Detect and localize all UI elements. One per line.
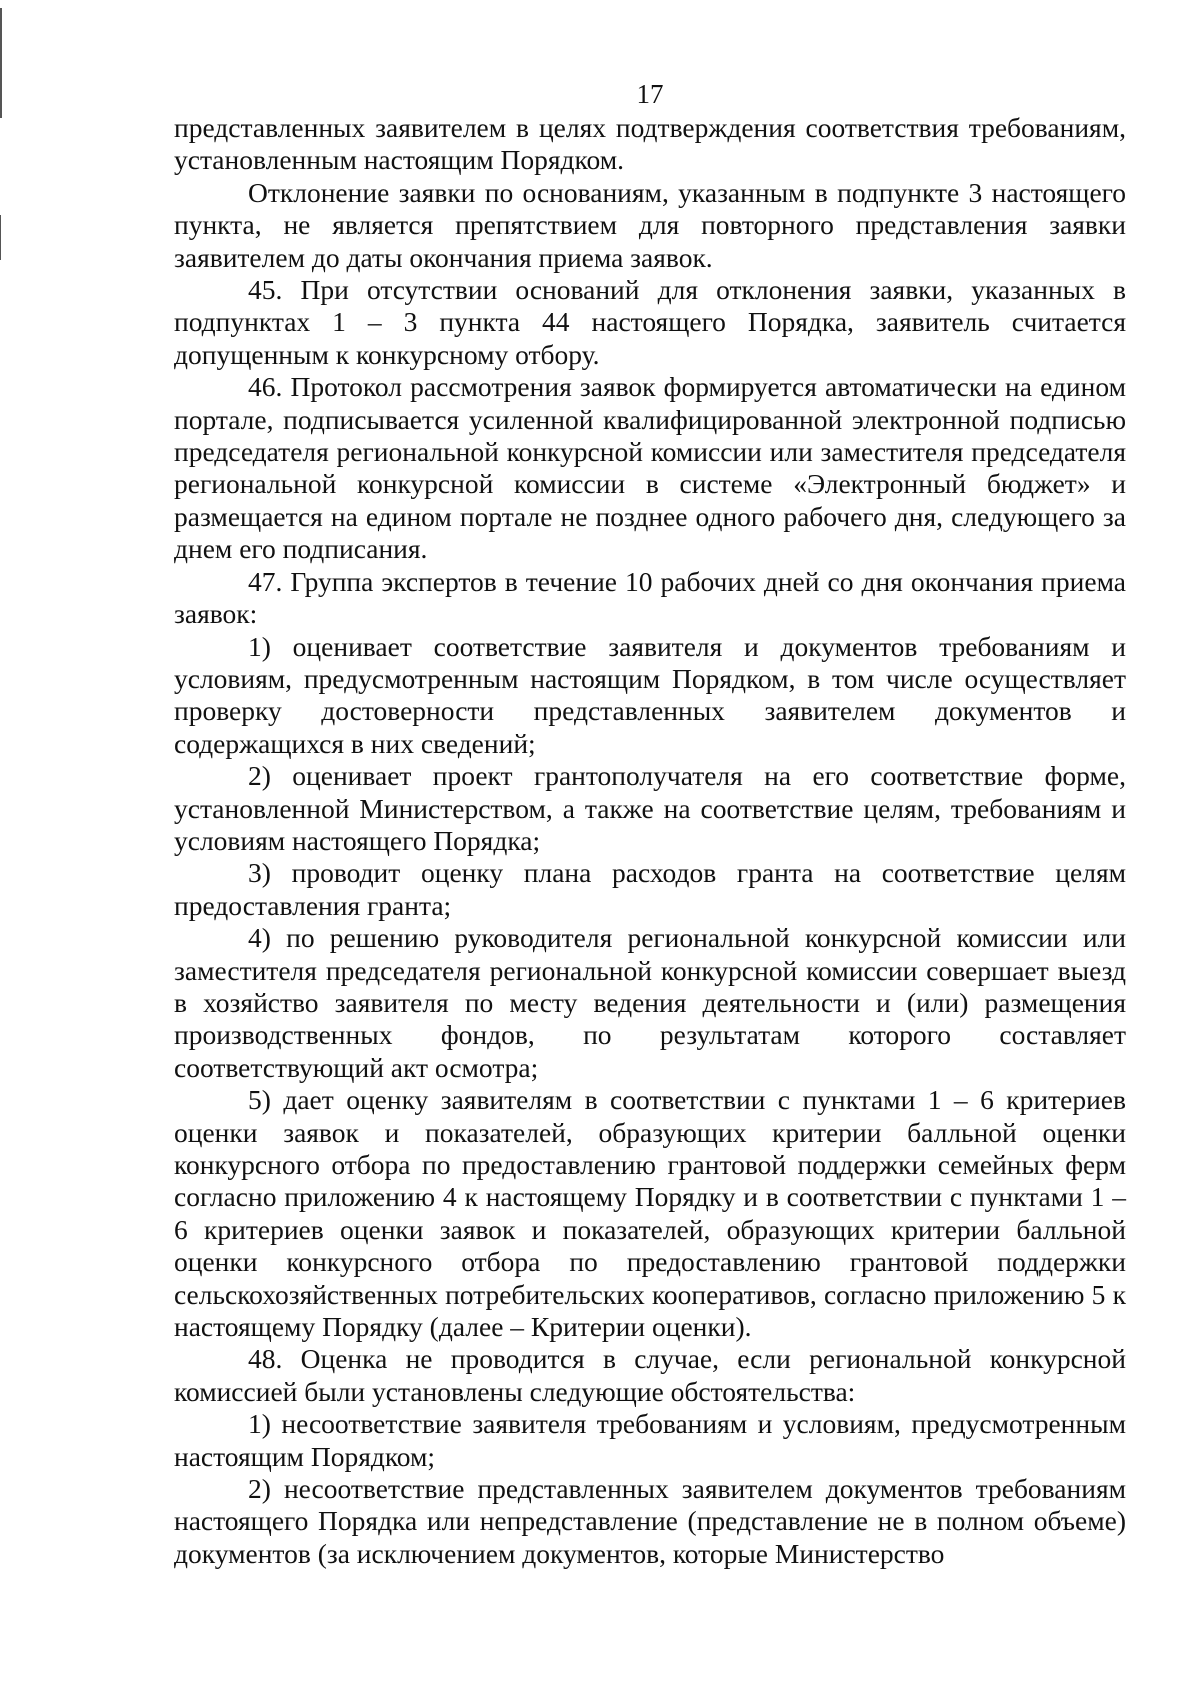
paragraph: 2) оценивает проект грантополучателя на его соответствие форме, установленной Министерством, а также на соответствие целям, требованиям и условиям настоящего Порядка; bbox=[174, 760, 1126, 856]
paragraph: 5) дает оценку заявителям в соответствии с пунктами 1 – 6 критериев оценки заявок и показателей, образующих критерии балльной оценки конкурсного отбора по предоставлению грантовой поддержки семейных ферм согласно приложению 4 к настоящему Порядку и в соответствии с пунктами 1 – 6 критериев оценки заявок и показателей, образующих критерии балльной оценки конкурсного отбора по предоставлению грантовой поддержки сельскохозяйственных потребительских кооперативов, согласно приложению 5 к настоящему Порядку (далее – Критерии оценки). bbox=[174, 1084, 1126, 1343]
paragraph: 45. При отсутствии оснований для отклонения заявки, указанных в подпунктах 1 – 3 пункта 44 настоящего Порядка, заявитель считается допущенным к конкурсному отбору. bbox=[174, 274, 1126, 370]
paragraph: 2) несоответствие представленных заявителем документов требованиям настоящего Порядка или непредставление (представление не в полном объеме) документов (за исключением документов, которые Министерство bbox=[174, 1473, 1126, 1569]
scan-margin-mark bbox=[0, 215, 1, 260]
page-number: 17 bbox=[636, 79, 664, 109]
paragraph: 46. Протокол рассмотрения заявок формируется автоматически на едином портале, подписывается усиленной квалифицированной электронной подписью председателя региональной конкурсной комиссии или заместителя председателя региональной конкурсной комиссии в системе «Электронный бюджет» и размещается на едином портале не позднее одного рабочего дня, следующего за днем его подписания. bbox=[174, 371, 1126, 565]
paragraph: 1) несоответствие заявителя требованиям и условиям, предусмотренным настоящим Порядком; bbox=[174, 1408, 1126, 1472]
paragraph: 1) оценивает соответствие заявителя и документов требованиям и условиям, предусмотренным настоящим Порядком, в том числе осуществляет проверку достоверности представленных заявителем документов и содержащихся в них сведений; bbox=[174, 630, 1126, 759]
paragraph: 48. Оценка не проводится в случае, если региональной конкурсной комиссией были установлены следующие обстоятельства: bbox=[174, 1343, 1126, 1407]
paragraph: 4) по решению руководителя региональной конкурсной комиссии или заместителя председателя региональной конкурсной комиссии совершает выезд в хозяйство заявителя по месту ведения деятельности и (или) размещения производственных фондов, по результатам которого составляет соответствующий акт осмотра; bbox=[174, 922, 1126, 1083]
paragraph: 3) проводит оценку плана расходов гранта на соответствие целям предоставления гранта; bbox=[174, 857, 1126, 921]
paragraph: представленных заявителем в целях подтверждения соответствия требованиям, установленным настоящим Порядком. bbox=[174, 112, 1126, 176]
document-body bbox=[174, 112, 1126, 1570]
paragraph: Отклонение заявки по основаниям, указанным в подпункте 3 настоящего пункта, не является препятствием для повторного представления заявки заявителем до даты окончания приема заявок. bbox=[174, 176, 1126, 273]
paragraph: 47. Группа экспертов в течение 10 рабочих дней со дня окончания приема заявок: bbox=[174, 565, 1126, 630]
